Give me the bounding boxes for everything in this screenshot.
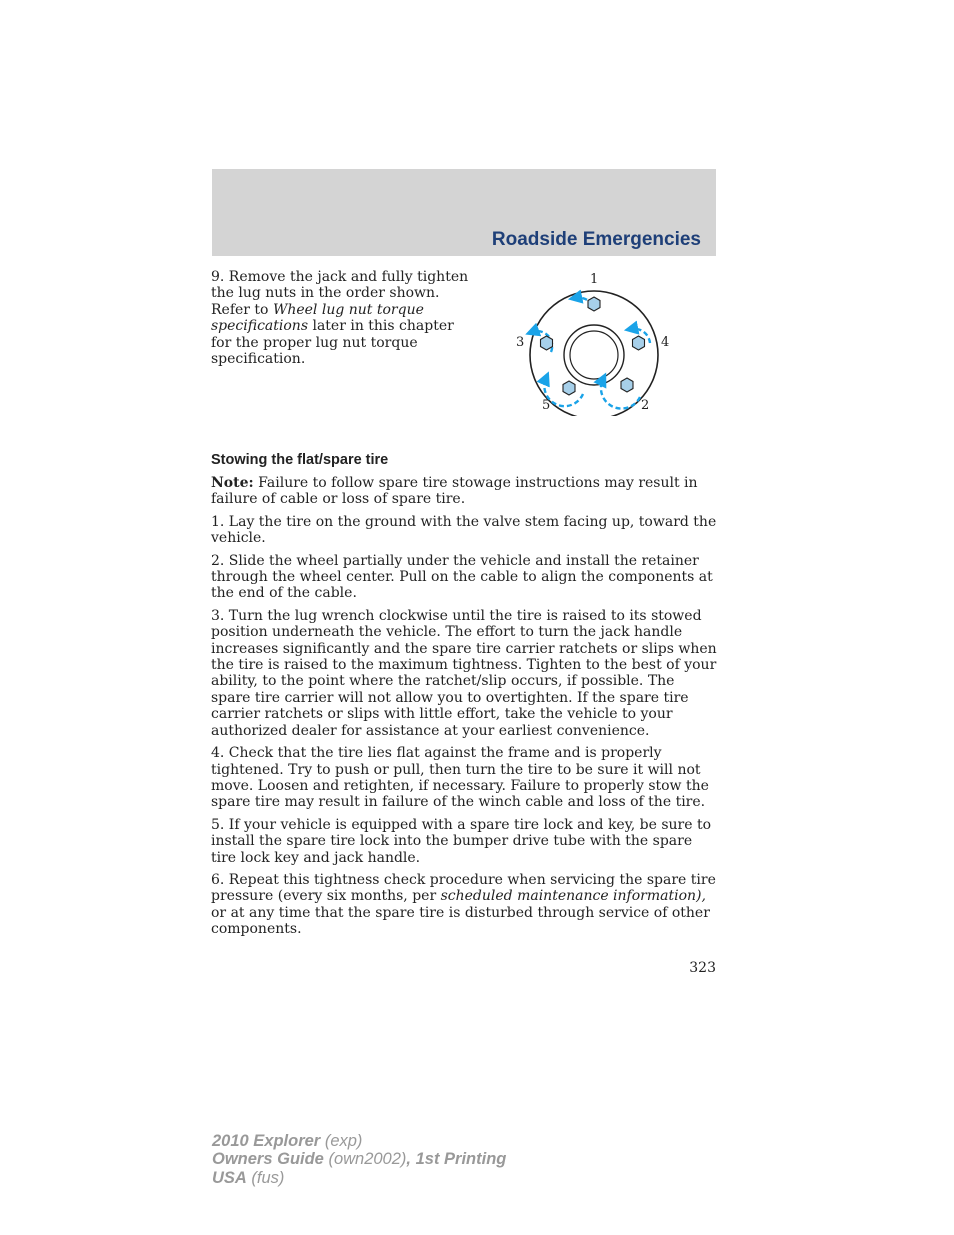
step-5: 5. If your vehicle is equipped with a spare tire lock and key, be sure to install the spare tire lock into the bumper drive tube with the spare tire lock key and jack handle. [211, 816, 712, 866]
footer-guide: Owners Guide [212, 1150, 324, 1169]
step-6-part2: or at any time that the spare tire is disturbed through service of other components. [211, 904, 710, 938]
note-text: Failure to follow spare tire stowage instructions may result in failure of cable or loss of spare tire. [211, 475, 698, 508]
wheel-hub-outer [564, 325, 624, 385]
footer-model: 2010 Explorer [212, 1132, 321, 1150]
stowing-instructions [211, 475, 717, 944]
step-2: 2. Slide the wheel partially under the vehicle and install the retainer through the wheel center. Pull on the cable to align the components at the end of the cable. [211, 552, 713, 602]
step-4: 4. Check that the tire lies flat against the frame and is properly tightened. Try to push or pull, then turn the tire to be sure it will not move. Loosen and retighten, if necessary. Failure to properly stow the spare tire may result in failure of the winch cable and loss of the tire. [211, 745, 709, 811]
step-9-part2: later in this chapter for the proper lug nut torque specification. [211, 318, 454, 368]
maintenance-reference: scheduled maintenance information), [440, 888, 706, 905]
footer-printing: , 1st Printing [406, 1150, 507, 1169]
step-3: 3. Turn the lug wrench clockwise until the tire is raised to its stowed position underneath the vehicle. The effort to turn the jack handle increases significantly and the spare tire carrier ratchets or slips when the tire is raised to the maximum tightness. Tighten to the best of your ability, to the point where the ratchet/slip occurs, if possible. The spare tire carrier will not allow you to overtighten. If the spare tire carrier ratchets or slips with little effort, take the vehicle to your authorized dealer for assistance at your earliest convenience. [211, 607, 717, 739]
note-paragraph [211, 475, 717, 508]
step-6-part1: 6. Repeat this tightness check procedure when servicing the spare tire pressure (every six months, per [211, 871, 716, 905]
label-4: 4 [661, 335, 670, 350]
step-9-text [211, 269, 471, 367]
wheel-hub-inner [570, 331, 618, 379]
torque-spec-reference: Wheel lug nut torque specifications [211, 301, 424, 335]
footer-imprint [212, 1132, 506, 1187]
section-title: Roadside Emergencies [491, 229, 701, 250]
step-9-part1: 9. Remove the jack and fully tighten the lug nuts in the order shown. Refer to [211, 269, 469, 318]
step-6 [211, 872, 717, 938]
lug-nut-tightening-diagram [508, 270, 678, 416]
footer-line-2 [212, 1150, 506, 1168]
footer-guide-code: (own2002) [323, 1150, 407, 1169]
footer-market: USA [212, 1168, 247, 1187]
step-1: 1. Lay the tire on the ground with the valve stem facing up, toward the vehicle. [211, 513, 717, 547]
note-label: Note: [211, 475, 254, 491]
footer-market-code: (fus) [246, 1168, 285, 1187]
lug-nut-3 [532, 331, 553, 352]
header-band [212, 169, 716, 256]
lug-nut-1 [575, 297, 600, 311]
label-2: 2 [641, 398, 650, 413]
page-number: 323 [689, 960, 716, 976]
label-5: 5 [542, 398, 551, 413]
lug-nut-4 [631, 329, 650, 350]
label-1: 1 [590, 272, 599, 287]
footer-line-1 [212, 1132, 506, 1150]
footer-line-3 [212, 1169, 506, 1187]
footer-model-code: (exp) [320, 1132, 363, 1150]
subheading-stowing: Stowing the flat/spare tire [211, 452, 389, 468]
label-3: 3 [516, 335, 525, 350]
